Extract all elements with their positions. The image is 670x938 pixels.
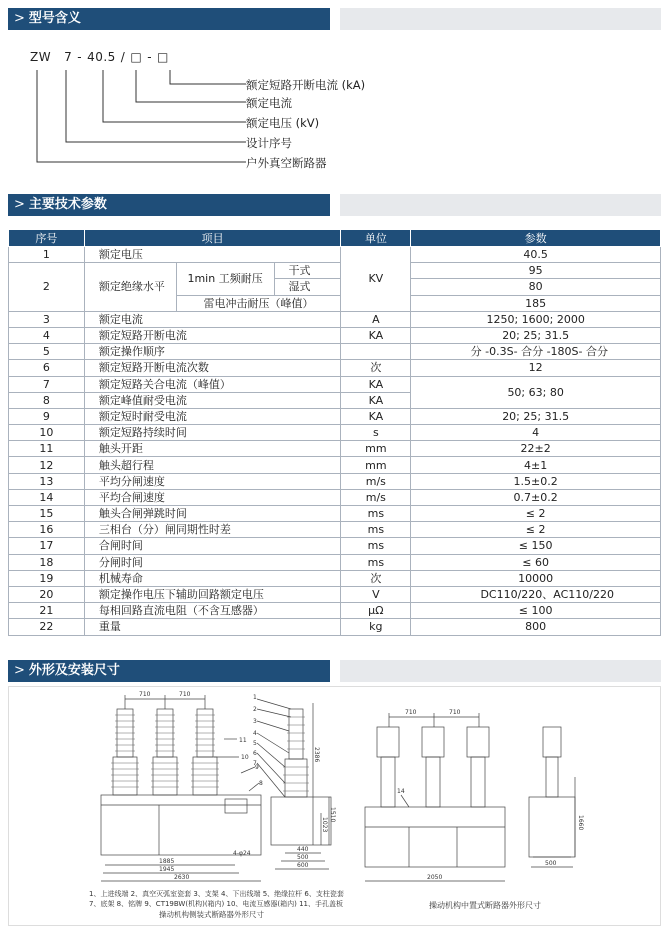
- model-desc-3: 额定电压 (kV): [246, 116, 320, 130]
- table-row: 6 额定短路开断电流次数 次 12: [9, 360, 661, 376]
- table-row: 10 额定短路持续时间 s 4: [9, 425, 661, 441]
- table-row: 2 额定绝缘水平 1min 工频耐压 干式 95: [9, 263, 661, 279]
- svg-text:1023: 1023: [321, 817, 328, 833]
- svg-text:710: 710: [179, 691, 191, 698]
- table-row: 11 触头开距 mm 22±2: [9, 441, 661, 457]
- svg-text:500: 500: [545, 860, 557, 867]
- table-row: 19 机械寿命 次 10000: [9, 570, 661, 586]
- svg-text:710: 710: [139, 691, 151, 698]
- table-row: 4 额定短路开断电流 KA 20; 25; 31.5: [9, 327, 661, 343]
- svg-text:2630: 2630: [174, 874, 190, 881]
- table-row: 20 额定操作电压下辅助回路额定电压 V DC110/220、AC110/220: [9, 586, 661, 602]
- chevron-right-icon: >: [14, 197, 25, 212]
- caption-left: 操动机构侧装式断路器外形尺寸: [159, 910, 264, 919]
- table-row: 14 平均合闸速度 m/s 0.7±0.2: [9, 489, 661, 505]
- table-header-row: [9, 230, 661, 247]
- table-row: 16 三相台（分）闸同期性时差 ms ≤ 2: [9, 522, 661, 538]
- section-header-dims: [8, 660, 661, 682]
- svg-text:2050: 2050: [427, 874, 443, 881]
- legend-line-2: 7、底架 8、铭牌 9、CT19BW(机构)(箱内) 10、电流互感器(箱内) 11、手孔盖板: [89, 900, 344, 908]
- svg-text:7: 7: [253, 760, 257, 767]
- svg-text:2: 2: [253, 706, 257, 713]
- svg-text:1: 1: [253, 694, 257, 701]
- model-meaning: [0, 40, 670, 180]
- svg-text:3: 3: [253, 718, 257, 725]
- section-title: 外形及安装尺寸: [28, 663, 120, 678]
- table-row: 5 额定操作顺序 分 -0.3S- 合分 -180S- 合分: [9, 344, 661, 360]
- svg-text:9: 9: [255, 764, 259, 771]
- svg-text:1660: 1660: [577, 815, 584, 831]
- svg-text:4-φ24: 4-φ24: [233, 850, 251, 857]
- table-row: 13 平均分闸速度 m/s 1.5±0.2: [9, 473, 661, 489]
- svg-text:10: 10: [241, 754, 249, 761]
- svg-text:14: 14: [397, 788, 405, 795]
- table-row: 12 触头超行程 mm 4±1: [9, 457, 661, 473]
- col-header-value: 参数: [411, 230, 661, 247]
- table-row: 15 触头合闸弹跳时间 ms ≤ 2: [9, 506, 661, 522]
- svg-text:2386: 2386: [313, 747, 320, 763]
- section-header-model: [8, 8, 661, 30]
- section-header-tech: [8, 194, 661, 216]
- model-desc-2: 额定电流: [246, 96, 292, 110]
- svg-text:5: 5: [253, 740, 257, 747]
- table-row: 1 额定电压 KV 40.5: [9, 247, 661, 263]
- col-header-unit: 单位: [341, 230, 411, 247]
- chevron-right-icon: >: [14, 663, 25, 678]
- svg-text:11: 11: [239, 737, 247, 744]
- table-row: 雷电冲击耐压（峰值） 185: [9, 295, 661, 311]
- model-desc-5: 户外真空断路器: [246, 156, 327, 170]
- svg-text:500: 500: [297, 854, 309, 861]
- svg-text:1945: 1945: [159, 866, 175, 873]
- model-desc-4: 设计序号: [246, 136, 292, 150]
- table-row: 9 额定短时耐受电流 KA 20; 25; 31.5: [9, 408, 661, 424]
- svg-text:6: 6: [253, 750, 257, 757]
- svg-text:8: 8: [259, 780, 263, 787]
- table-row: 3 额定电流 A 1250; 1600; 2000: [9, 311, 661, 327]
- col-header-item: 项目: [84, 230, 341, 247]
- model-leader-lines: [0, 40, 670, 180]
- legend-line-1: 1、上进线端 2、真空灭弧室瓷套 3、支架 4、下出线端 5、绝缘拉杆 6、支柱瓷套: [89, 890, 344, 898]
- tech-params-table: [8, 229, 661, 636]
- table-row: 8 额定峰值耐受电流 KA: [9, 392, 661, 408]
- svg-text:1510: 1510: [329, 807, 336, 823]
- col-header-no: 序号: [9, 230, 85, 247]
- model-code: ZW 7 - 40.5 / □ - □: [30, 50, 169, 64]
- table-row: 18 分闸时间 ms ≤ 60: [9, 554, 661, 570]
- svg-text:600: 600: [297, 862, 309, 869]
- caption-right: 操动机构中置式断路器外形尺寸: [429, 901, 541, 910]
- dimension-drawings: [8, 686, 661, 926]
- chevron-right-icon: >: [14, 11, 25, 26]
- svg-text:710: 710: [405, 709, 417, 716]
- section-title: 主要技术参数: [28, 197, 107, 212]
- svg-text:1885: 1885: [159, 858, 175, 865]
- svg-text:710: 710: [449, 709, 461, 716]
- table-row: 21 每相回路直流电阻（不含互感器） μΩ ≤ 100: [9, 603, 661, 619]
- table-row: 17 合闸时间 ms ≤ 150: [9, 538, 661, 554]
- table-row: 7 额定短路关合电流（峰值） KA 50; 63; 80: [9, 376, 661, 392]
- svg-text:4: 4: [253, 730, 257, 737]
- section-title: 型号含义: [28, 11, 81, 26]
- table-row: 22 重量 kg 800: [9, 619, 661, 635]
- table-row: 湿式 80: [9, 279, 661, 295]
- svg-text:440: 440: [297, 846, 309, 853]
- model-desc-1: 额定短路开断电流 (kA): [246, 78, 366, 92]
